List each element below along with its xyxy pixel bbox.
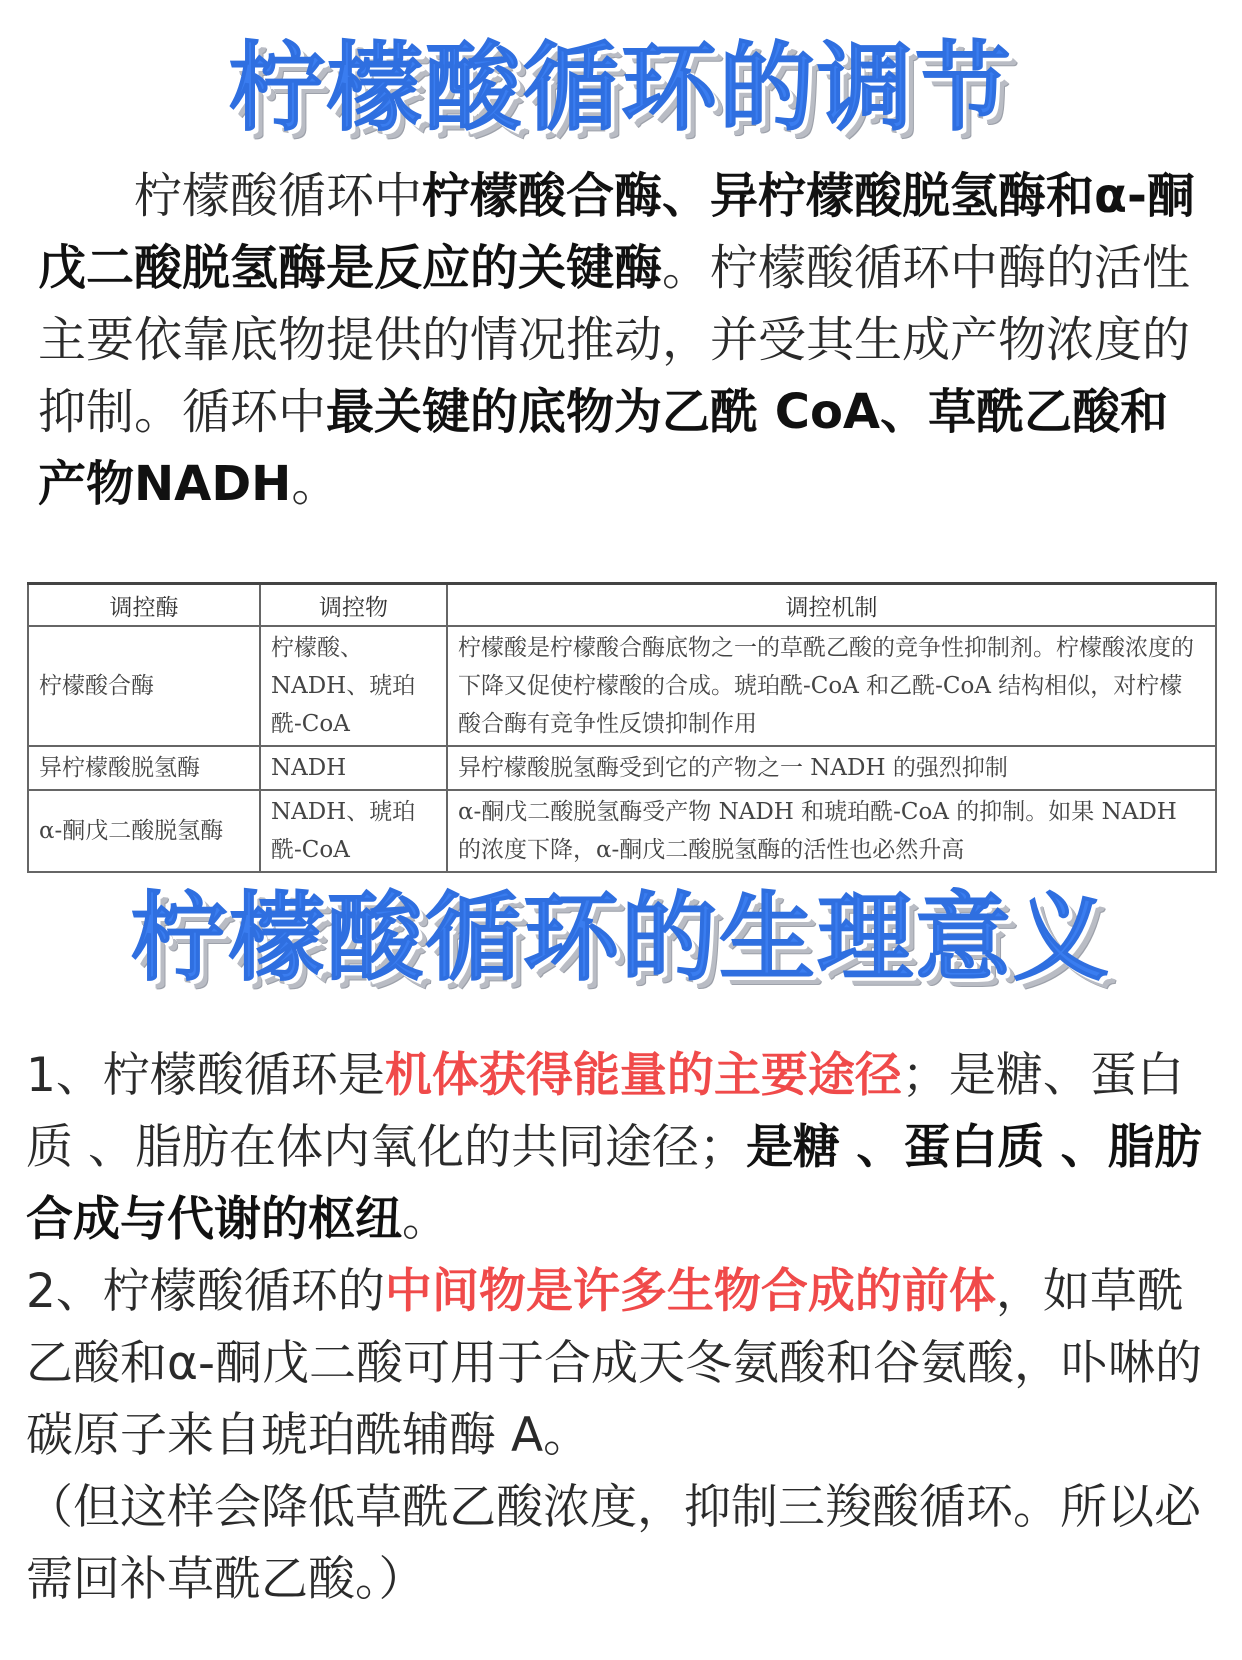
significance-list	[26, 1040, 1216, 1616]
table-row	[28, 746, 1216, 790]
significance-item-1: 1、柠檬酸循环是机体获得能量的主要途径；是糖、蛋白质 、脂肪在体内氧化的共同途径；是糖 、蛋白质 、脂肪合成与代谢的枢纽。	[26, 1048, 1202, 1247]
table-cell-regulator: NADH	[260, 746, 447, 790]
table-cell-mechanism: α-酮戊二酸脱氢酶受产物 NADH 和琥珀酰-CoA 的抑制。如果 NADH 的浓度下降，α-酮戊二酸脱氢酶的活性也必然升高	[447, 790, 1216, 872]
significance-item-2: 2、柠檬酸循环的中间物是许多生物合成的前体，如草酰乙酸和α-酮戊二酸可用于合成天冬氨酸和谷氨酸，卟啉的碳原子来自琥珀酰辅酶 A。	[26, 1264, 1202, 1463]
bold-metabolic-hub: 是糖 、蛋白质 、脂肪合成与代谢的枢纽	[26, 1120, 1202, 1247]
intro-bold-key-substrates: 最关键的底物为乙酰 CoA、草酰乙酸和产物NADH	[38, 384, 1169, 512]
table-cell-enzyme: 异柠檬酸脱氢酶	[28, 746, 260, 790]
table-cell-regulator: NADH、琥珀酰-CoA	[260, 790, 447, 872]
table-header-enzyme: 调控酶	[28, 584, 260, 627]
intro-bold-key-enzymes: 柠檬酸合酶、异柠檬酸脱氢酶和α-酮戊二酸脱氢酶是反应的关键酶	[38, 168, 1195, 296]
intro-text-1: 柠檬酸循环中	[134, 168, 423, 224]
table-cell-mechanism: 异柠檬酸脱氢酶受到它的产物之一 NADH 的强烈抑制	[447, 746, 1216, 790]
highlight-energy: 机体获得能量的主要途径	[384, 1048, 902, 1103]
table-header-row	[28, 584, 1216, 627]
intro-text-2: 。柠檬酸循环中酶的活性主要依靠底物提供的情况推动，并受其生成产物浓度的抑制。循环中	[38, 240, 1191, 440]
highlight-precursors: 中间物是许多生物合成的前体	[384, 1264, 996, 1319]
section-title-significance: 柠檬酸循环的生理意义	[131, 882, 1111, 994]
table-header-regulator: 调控物	[260, 584, 447, 627]
intro-paragraph	[38, 160, 1208, 520]
table-row	[28, 790, 1216, 872]
intro-text-3: 。	[291, 456, 340, 512]
section-title-regulation: 柠檬酸循环的调节	[229, 32, 1013, 144]
table-cell-regulator: 柠檬酸、NADH、琥珀酰-CoA	[260, 626, 447, 746]
table-header-mechanism: 调控机制	[447, 584, 1216, 627]
table-cell-enzyme: α-酮戊二酸脱氢酶	[28, 790, 260, 872]
regulation-table	[27, 582, 1217, 863]
table-cell-mechanism: 柠檬酸是柠檬酸合酶底物之一的草酰乙酸的竞争性抑制剂。柠檬酸浓度的下降又促使柠檬酸的合成。琥珀酰-CoA 和乙酰-CoA 结构相似，对柠檬酸合酶有竞争性反馈抑制作用	[447, 626, 1216, 746]
table-row	[28, 626, 1216, 746]
significance-note: （但这样会降低草酰乙酸浓度，抑制三羧酸循环。所以必需回补草酰乙酸。）	[26, 1480, 1201, 1607]
table-cell-enzyme: 柠檬酸合酶	[28, 626, 260, 746]
